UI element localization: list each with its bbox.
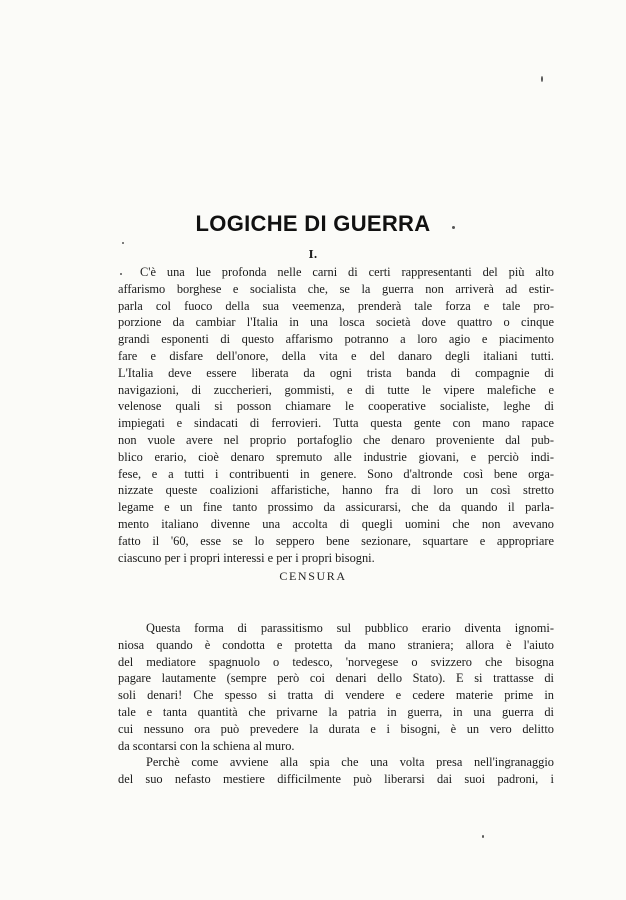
text-line: legame e un fine tanto prossimo da assicurarsi, che da quando il parla- [118,500,554,515]
text-line: navigazioni, di zuccherieri, gommisti, e di tutte le vipere malefiche e [118,382,554,397]
text-line: L'Italia deve essere liberata da ogni trista banda di compagnie di [118,365,554,380]
paragraph-1 [118,264,554,566]
text-line: pagare lautamente (sempre però coi denari dello Stato). E si trattasse di [118,671,554,686]
text-line: non vuole avere nel proprio portafoglio che denaro proveniente dal pub- [118,432,554,447]
scan-speck [452,226,455,229]
scan-speck [541,76,543,82]
text-line: grandi esponenti di questo affarismo potranno a loro agio e piacimento [118,332,554,347]
text-line: tale e tanta quantità che privarne la patria in guerra, in una guerra di [118,704,554,719]
text-line: porzione da cambiar l'Italia in una losca società dove quattro o cinque [118,315,554,330]
text-line: mento italiano divenne una accolta di quegli uomini che non avevano [118,516,554,531]
text-line: blico erario, cioè denaro spremuto alle industrie giovani, e perciò indi- [118,449,554,464]
text-line: del mediatore spagnuolo o tedesco, 'norvegese o svizzero che bisogna [118,654,554,669]
text-line: del suo nefasto mestiere difficilmente può liberarsi dai suoi padroni, i [118,772,554,787]
scan-speck [122,242,124,244]
paragraph-2 [118,620,554,788]
text-line: cui nessuno ora può prevedere la durata e i bisogni, è un vero delitto [118,721,554,736]
text-line: affarismo borghese e socialista che, se la guerra non arriverà ad estir- [118,281,554,296]
article-title: LOGICHE DI GUERRA [195,211,431,236]
section-subheading: CENSURA [279,569,347,583]
text-line: soli denari! Che spesso si tratta di vendere e cedere materie prime in [118,688,554,703]
text-line: fatto il '60, esse se lo seppero bene sezionare, squartare e appropriare [118,533,554,548]
text-line: niosa quando è condotta e protetta da mano straniera; allora è l'aiuto [118,637,554,652]
text-line: ciascuno per i propri interessi e per i propri bisogni. [118,550,375,565]
text-line: parla col fuoco della sua veemenza, prenderà tale forza e tale pro- [118,298,554,313]
section-number: I. [308,248,318,261]
text-line: fese, e a tutti i contribuenti in genere. Sono d'altronde così bene orga- [118,466,554,481]
text-line: Questa forma di parassitismo sul pubblico erario diventa ignomi- [146,621,554,635]
text-line: fare e disfare dell'onore, della vita e del danaro degli italiani tutti. [118,348,554,363]
scan-speck [482,835,484,838]
text-line: impiegati e sindacati di ferrovieri. Tutta questa gente con mano rapace [118,416,554,431]
text-line: velenose quali si posson chiamare le cooperative socialiste, leghe di [118,399,554,414]
text-line: da scontarsi con la schiena al muro. [118,738,295,753]
text-line: C'è una lue profonda nelle carni di certi rappresentanti del più alto [140,265,554,279]
text-line: nizzate queste coalizioni affaristiche, hanno fra di loro un così stretto [118,483,554,498]
scan-speck [120,273,122,275]
text-line: Perchè come avviene alla spia che una volta presa nell'ingranaggio [146,755,554,770]
